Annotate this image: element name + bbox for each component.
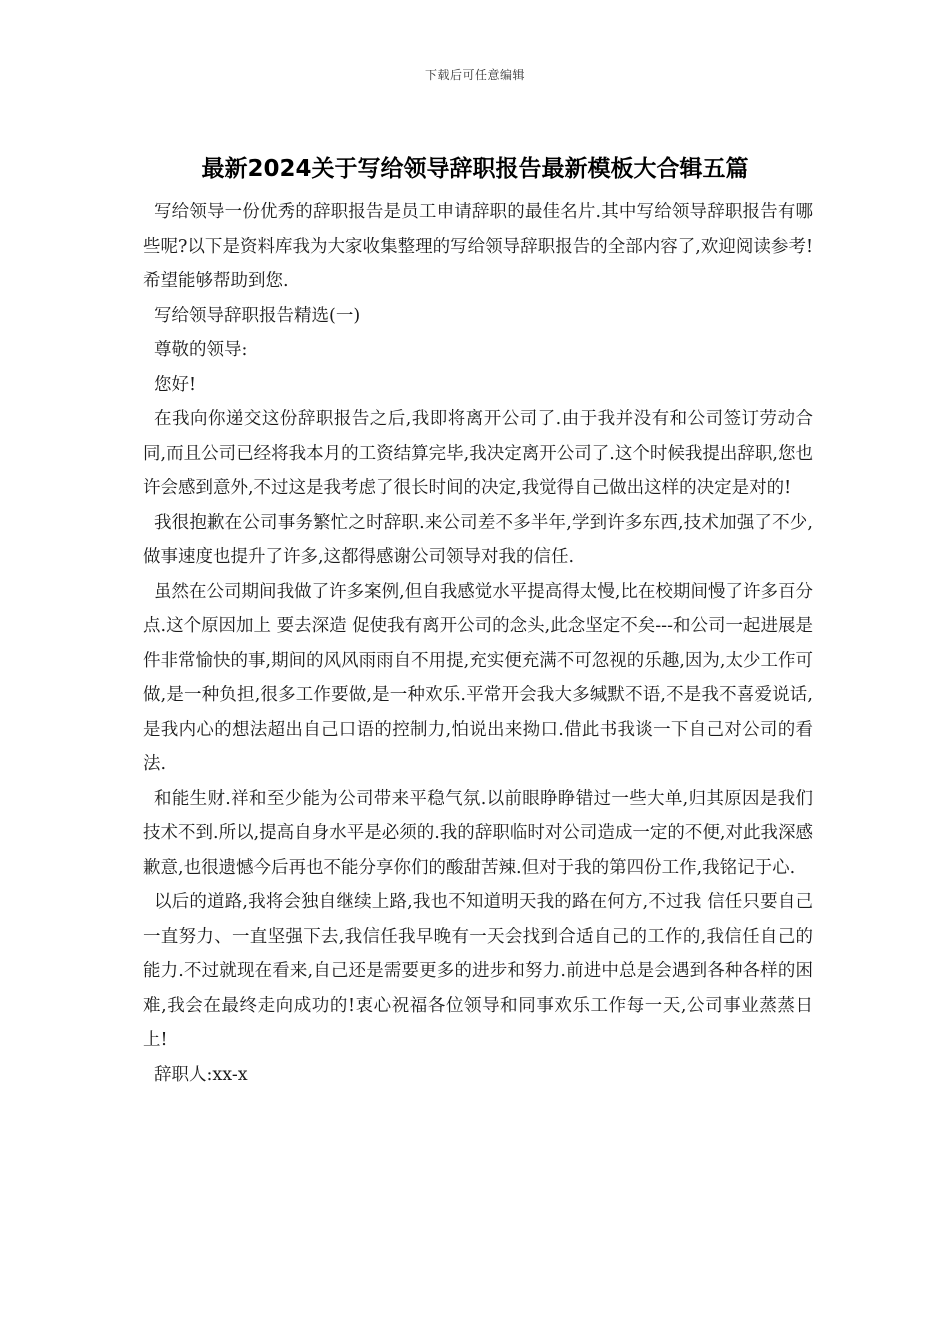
greeting: 您好!	[154, 374, 197, 395]
body-paragraph: 在我向你递交这份辞职报告之后,我即将离开公司了.由于我并没有和公司签订劳动合同,而且公司已经将我本月的工资结算完毕,我决定离开公司了.这个时候我提出辞职,您也许会感到意外,不过这是我考虑了很长时间的决定,我觉得自己做出这样的决定是对的!	[143, 409, 813, 498]
section-heading: 写给领导辞职报告精选(一)	[154, 305, 361, 326]
signature-line: 辞职人:xx-x	[154, 1064, 248, 1085]
body-paragraph: 我很抱歉在公司事务繁忙之时辞职.来公司差不多半年,学到许多东西,技术加强了不少,做事速度也提升了许多,这都得感谢公司领导对我的信任.	[143, 512, 813, 567]
body-paragraph: 以后的道路,我将会独自继续上路,我也不知道明天我的路在何方,不过我 信任只要自己一直努力、一直坚强下去,我信任我早晚有一天会找到合适自己的工作的,我信任自己的能力.不过就现在看来,自己还是需要更多的进步和努力.前进中总是会遇到各种各样的困难,我会在最终走向成功的!衷心祝福各位领导和同事欢乐工作每一天,公司事业蒸蒸日上!	[143, 892, 813, 1050]
document-title: 最新2024关于写给领导辞职报告最新模板大合辑五篇	[201, 156, 749, 182]
header-note: 下载后可任意编辑	[424, 68, 525, 82]
body-paragraph: 和能生财.祥和至少能为公司带来平稳气氛.以前眼睁睁错过一些大单,归其原因是我们技术不到.所以,提高自身水平是必须的.我的辞职临时对公司造成一定的不便,对此我深感歉意,也很遗憾今后再也不能分享你们的酸甜苦辣.但对于我的第四份工作,我铭记于心.	[143, 788, 813, 878]
body-paragraph: 虽然在公司期间我做了许多案例,但自我感觉水平提高得太慢,比在校期间慢了许多百分点.这个原因加上 要去深造 促使我有离开公司的念头,此念坚定不矣---和公司一起进展是件非常愉快的事,期间的风风雨雨自不用提,充实便充满不可忽视的乐趣,因为,太少工作可做,是一种负担,很多工作要做,是一种欢乐.平常开会我大多缄默不语,不是我不喜爱说话,是我内心的想法超出自己口语的控制力,怕说出来拗口.借此书我谈一下自己对公司的看法.	[143, 581, 813, 774]
document-body	[143, 195, 813, 1092]
intro-paragraph: 写给领导一份优秀的辞职报告是员工申请辞职的最佳名片.其中写给领导辞职报告有哪些呢?以下是资料库我为大家收集整理的写给领导辞职报告的全部内容了,欢迎阅读参考!希望能够帮助到您.	[143, 202, 813, 291]
salutation: 尊敬的领导:	[154, 340, 248, 360]
